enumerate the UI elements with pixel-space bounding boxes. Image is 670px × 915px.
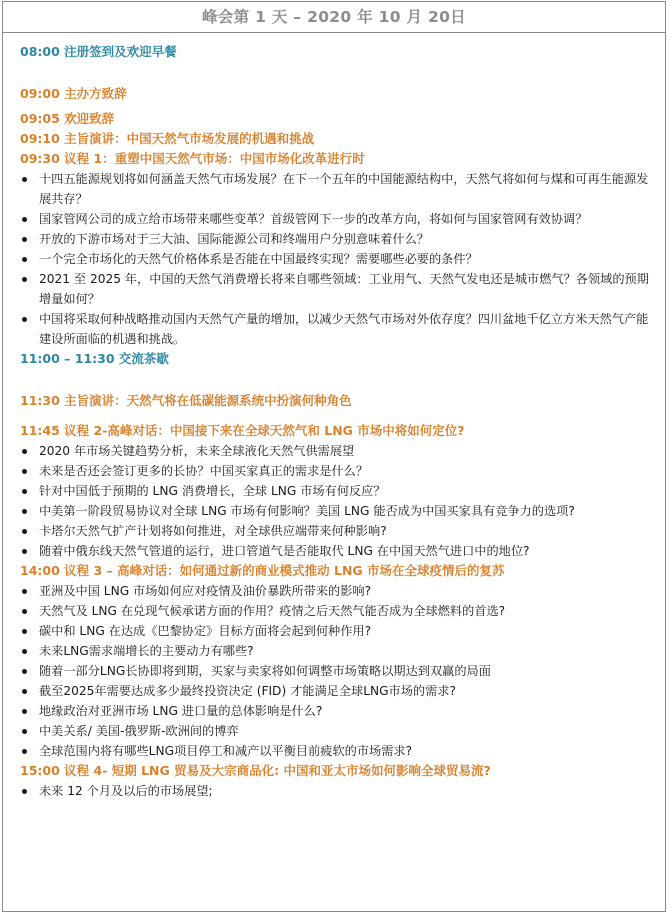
agenda-item-list [20,169,665,349]
list-item: 国家管网公司的成立给市场带来哪些变革？首级管网下一步的改革方向，将如何与国家管网有效协调？ [20,209,659,229]
agenda-item-list [20,581,665,761]
list-item: 亚洲及中国 LNG 市场如何应对疫情及油价暴跌所带来的影响? [20,581,659,601]
agenda-time-label: 09:30 议程 1：重塑中国天然气市场：中国市场化改革进行时 [20,151,365,166]
agenda-time-label: 14:00 议程 3 – 高峰对话：如何通过新的商业模式推动 LNG 市场在全球疫情后的复苏 [20,563,505,578]
list-item: 中国将采取何种战略推动国内天然气产量的增加，以减少天然气市场对外依存度？四川盆地千亿立方米天然气产能建设所面临的机遇和挑战。 [20,309,659,349]
list-item: 中美第一阶段贸易协议对全球 LNG 市场有何影响？美国 LNG 能否成为中国买家具有竞争力的选项? [20,501,659,521]
agenda-time-label: 11:30 主旨演讲：天然气将在低碳能源系统中扮演何种角色 [20,393,352,408]
agenda-page [2,1,666,912]
agenda-time-label: 09:05 欢迎致辞 [20,111,115,126]
list-item: 随着一部分LNG长协即将到期，买家与卖家将如何调整市场策略以期达到双赢的局面 [20,661,659,681]
list-item: 2020 年市场关键趋势分析，未来全球液化天然气供需展望 [20,441,659,461]
page-title: 峰会第 1 天 – 2020 年 10 月 20日 [3,2,665,33]
agenda-time-label: 09:00 主办方致辞 [20,86,127,101]
list-item: 2021 至 2025 年，中国的天然气消费增长将来自哪些领域：工业用气、天然气发电还是城市燃气？各领域的预期增量如何？ [20,269,659,309]
list-item: 十四五能源规划将如何涵盖天然气市场发展？在下一个五年的中国能源结构中，天然气将如何与煤和可再生能源发展共存？ [20,169,659,209]
list-item: 一个完全市场化的天然气价格体系是否能在中国最终实现？需要哪些必要的条件？ [20,249,659,269]
list-item: 未来LNG需求端增长的主要动力有哪些? [20,641,659,661]
agenda-item-list [20,781,665,801]
agenda-time-label: 11:45 议程 2-高峰对话：中国接下来在全球天然气和 LNG 市场中将如何定位? [20,423,465,438]
agenda-time-label: 11:00 – 11:30 交流茶歇 [20,351,169,366]
list-item: 截至2025年需要达成多少最终投资决定 (FID) 才能满足全球LNG市场的需求? [20,681,659,701]
list-item: 地缘政治对亚洲市场 LNG 进口量的总体影响是什么? [20,701,659,721]
list-item: 开放的下游市场对于三大油、国际能源公司和终端用户分别意味着什么？ [20,229,659,249]
list-item: 碳中和 LNG 在达成《巴黎协定》目标方面将会起到何种作用? [20,621,659,641]
agenda-time-label: 15:00 议程 4- 短期 LNG 贸易及大宗商品化: 中国和亚太市场如何影响全球贸易流? [20,763,491,778]
agenda-time-label: 08:00 注册签到及欢迎早餐 [20,44,177,59]
list-item: 天然气及 LNG 在兑现气候承诺方面的作用？疫情之后天然气能否成为全球燃料的首选? [20,601,659,621]
list-item: 全球范围内将有哪些LNG项目停工和减产以平衡目前疲软的市场需求? [20,741,659,761]
list-item: 未来是否还会签订更多的长协？中国买家真正的需求是什么？ [20,461,659,481]
agenda-content [3,33,665,801]
list-item: 未来 12 个月及以后的市场展望; [20,781,659,801]
list-item: 卡塔尔天然气扩产计划将如何推进，对全球供应端带来何种影响? [20,521,659,541]
agenda-time-label: 09:10 主旨演讲：中国天然气市场发展的机遇和挑战 [20,131,315,146]
agenda-item-list [20,441,665,561]
list-item: 中美关系/ 美国-俄罗斯-欧洲间的博弈 [20,721,659,741]
list-item: 随着中俄东线天然气管道的运行，进口管道气是否能取代 LNG 在中国天然气进口中的地位? [20,541,659,561]
list-item: 针对中国低于预期的 LNG 消费增长，全球 LNG 市场有何反应？ [20,481,659,501]
